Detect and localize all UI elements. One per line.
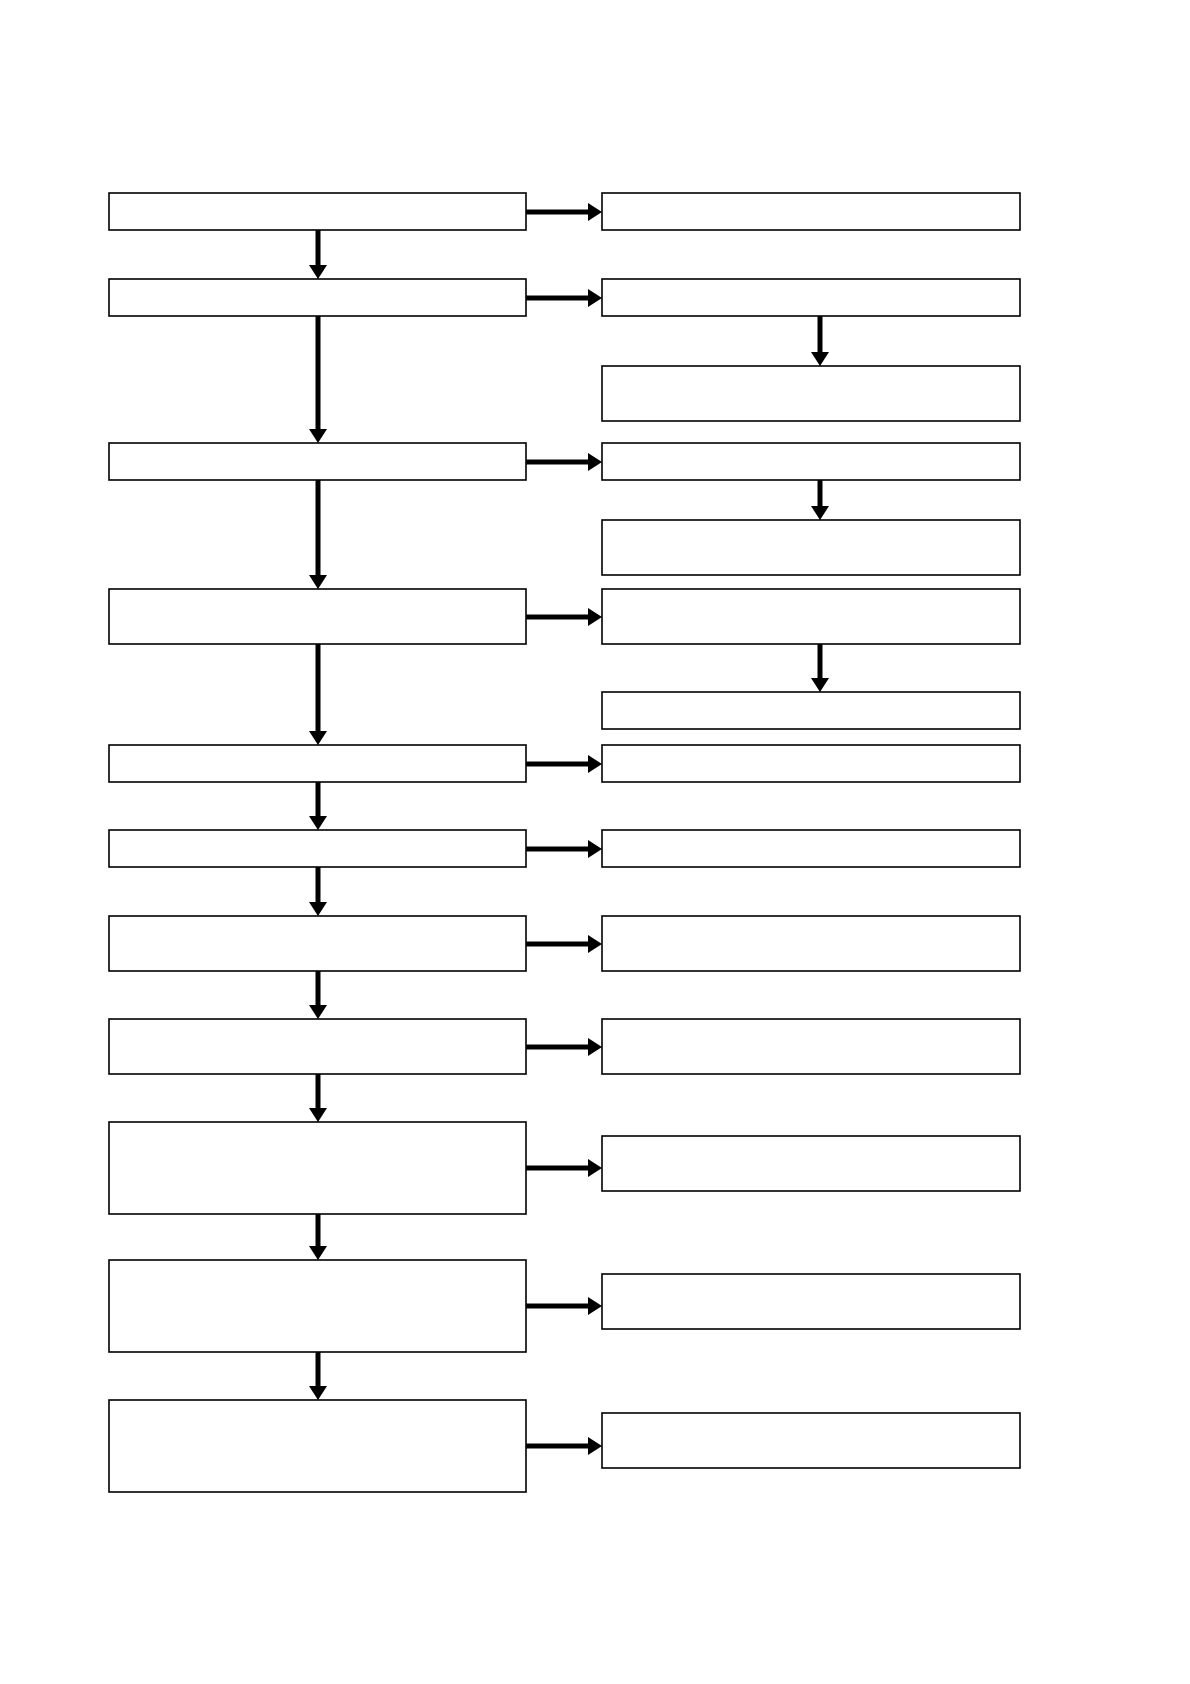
flow-box-s3b — [602, 520, 1020, 575]
arrow-head — [309, 1386, 327, 1400]
arrow-head — [588, 1038, 602, 1056]
flow-box-rect — [109, 589, 526, 644]
arrow-m5-to-m6 — [309, 780, 327, 830]
flow-box-rect — [109, 193, 526, 230]
arrow-m9-to-m10 — [309, 1212, 327, 1260]
flow-box-m6 — [109, 830, 526, 867]
flow-box-s6 — [602, 830, 1020, 867]
arrow-m7-to-s7 — [526, 935, 602, 953]
flow-box-s2 — [602, 279, 1020, 316]
arrow-m5-to-s5 — [526, 755, 602, 773]
flow-box-rect — [602, 830, 1020, 867]
arrow-head — [588, 1437, 602, 1455]
flow-box-s3 — [602, 443, 1020, 480]
flow-box-m5 — [109, 745, 526, 782]
flow-box-m8 — [109, 1019, 526, 1074]
arrow-m6-to-s6 — [526, 840, 602, 858]
flow-box-s10 — [602, 1274, 1020, 1329]
flow-box-m10 — [109, 1260, 526, 1352]
flow-box-m9 — [109, 1122, 526, 1214]
flow-box-rect — [602, 193, 1020, 230]
flow-box-rect — [602, 520, 1020, 575]
flow-box-m4 — [109, 589, 526, 644]
flow-box-rect — [602, 1413, 1020, 1468]
flow-box-m7 — [109, 916, 526, 971]
flow-box-s9 — [602, 1136, 1020, 1191]
flow-box-rect — [109, 916, 526, 971]
arrow-s2-to-s2b — [811, 314, 829, 366]
arrow-head — [811, 678, 829, 692]
arrow-m3-to-s3 — [526, 453, 602, 471]
arrow-head — [588, 935, 602, 953]
arrow-head — [309, 731, 327, 745]
arrow-head — [309, 1246, 327, 1260]
boxes-layer — [109, 193, 1020, 1492]
arrow-m1-to-m2 — [309, 228, 327, 279]
arrow-m2-to-s2 — [526, 289, 602, 307]
arrow-head — [588, 755, 602, 773]
arrow-m6-to-m7 — [309, 865, 327, 916]
flow-box-m2 — [109, 279, 526, 316]
flow-box-s2b — [602, 366, 1020, 421]
arrow-s3-to-s3b — [811, 478, 829, 520]
flow-box-s5 — [602, 745, 1020, 782]
flow-box-rect — [109, 745, 526, 782]
arrow-head — [811, 506, 829, 520]
flow-box-m11 — [109, 1400, 526, 1492]
arrow-head — [588, 1297, 602, 1315]
arrow-head — [309, 265, 327, 279]
arrow-m11-to-s11 — [526, 1437, 602, 1455]
arrow-head — [309, 429, 327, 443]
arrow-m8-to-m9 — [309, 1072, 327, 1122]
flow-box-s4b — [602, 692, 1020, 729]
arrow-m7-to-m8 — [309, 969, 327, 1019]
flow-box-s4 — [602, 589, 1020, 644]
flow-box-rect — [109, 443, 526, 480]
flow-box-rect — [109, 1019, 526, 1074]
flow-box-rect — [602, 1136, 1020, 1191]
arrow-head — [588, 608, 602, 626]
flow-box-rect — [602, 279, 1020, 316]
arrow-s4-to-s4b — [811, 642, 829, 692]
flow-box-rect — [602, 1274, 1020, 1329]
arrow-m8-to-s8 — [526, 1038, 602, 1056]
flow-box-s1 — [602, 193, 1020, 230]
flow-box-rect — [602, 745, 1020, 782]
arrow-head — [309, 1108, 327, 1122]
arrow-head — [309, 816, 327, 830]
arrow-m10-to-s10 — [526, 1297, 602, 1315]
flow-box-m1 — [109, 193, 526, 230]
flow-box-rect — [602, 692, 1020, 729]
arrow-m1-to-s1 — [526, 203, 602, 221]
flow-box-rect — [109, 1400, 526, 1492]
flow-box-rect — [602, 589, 1020, 644]
flow-box-s7 — [602, 916, 1020, 971]
flow-box-rect — [602, 916, 1020, 971]
arrow-head — [588, 453, 602, 471]
flow-box-s11 — [602, 1413, 1020, 1468]
arrow-head — [588, 289, 602, 307]
flow-box-rect — [602, 443, 1020, 480]
arrow-head — [588, 1159, 602, 1177]
flow-box-rect — [602, 1019, 1020, 1074]
arrow-head — [588, 203, 602, 221]
arrow-head — [588, 840, 602, 858]
flow-box-m3 — [109, 443, 526, 480]
arrow-head — [811, 352, 829, 366]
flow-box-rect — [109, 830, 526, 867]
arrow-head — [309, 902, 327, 916]
flow-box-s8 — [602, 1019, 1020, 1074]
flow-box-rect — [602, 366, 1020, 421]
arrow-m3-to-m4 — [309, 478, 327, 589]
arrow-m10-to-m11 — [309, 1350, 327, 1400]
flow-box-rect — [109, 279, 526, 316]
arrow-head — [309, 1005, 327, 1019]
arrow-m4-to-m5 — [309, 642, 327, 745]
flow-box-rect — [109, 1260, 526, 1352]
arrow-m9-to-s9 — [526, 1159, 602, 1177]
flow-box-rect — [109, 1122, 526, 1214]
arrow-head — [309, 575, 327, 589]
arrow-m4-to-s4 — [526, 608, 602, 626]
arrow-m2-to-m3 — [309, 314, 327, 443]
